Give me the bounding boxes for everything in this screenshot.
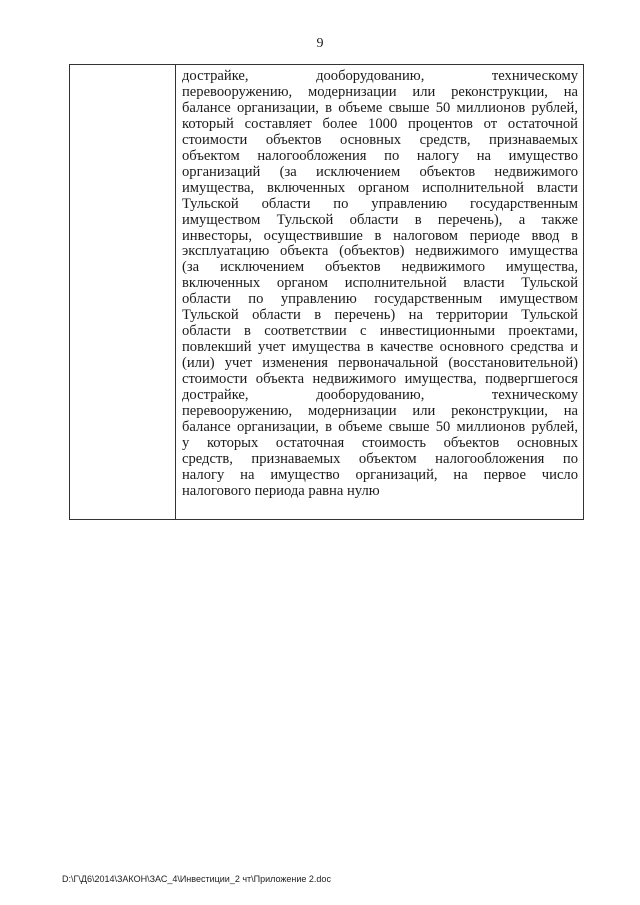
cell-line: организаций (за исключением объектов недвижимого [182, 163, 578, 180]
page-number: 9 [316, 36, 324, 51]
cell-line: стоимости объекта недвижимого имущества, подвергшегося [182, 371, 578, 388]
cell-line: повлекший учет имущества в качестве основного средства и [182, 339, 578, 356]
cell-line: включенных органом исполнительной власти Тульской [182, 275, 578, 292]
cell-line: дострайке, дооборудованию, техническому [182, 68, 578, 84]
cell-line: имущества, включенных органом исполнительной власти [182, 179, 578, 196]
document-table [69, 64, 584, 520]
cell-line: который составляет более 1000 процентов от остаточной [182, 115, 578, 132]
cell-line: балансе организации, в объеме свыше 50 миллионов рублей, [182, 418, 578, 435]
cell-line: у которых остаточная стоимость объектов основных [182, 434, 578, 451]
cell-line: дострайке, дооборудованию, техническому [182, 387, 578, 404]
cell-line: имуществом Тульской области в перечень), а также [182, 211, 578, 228]
cell-line: налогу на имущество организаций, на первое число [182, 466, 578, 483]
cell-line: перевооружению, модернизации или реконструкции, на [182, 83, 578, 100]
cell-line: (за исключением объектов недвижимого имущества, [182, 259, 578, 276]
column-divider [175, 65, 176, 519]
cell-line: объектом налогообложения по налогу на имущество [182, 147, 578, 164]
footer-file-path: D:\Г\Д6\2014\ЗАКОН\ЗАС_4\Инвестиции_2 чт\Приложение 2.doc [62, 874, 331, 884]
cell-line: Тульской области по управлению государственным [182, 195, 578, 212]
cell-line: эксплуатацию объекта (объектов) недвижимого имущества [182, 243, 578, 260]
cell-line: стоимости объектов основных средств, признаваемых [182, 131, 578, 148]
cell-line: (или) учет изменения первоначальной (восстановительной) [182, 355, 578, 372]
cell-line: средств, признаваемых объектом налогообложения по [182, 450, 578, 467]
cell-line: области по управлению государственным имуществом [182, 291, 578, 308]
cell-line: области в соответствии с инвестиционными проектами, [182, 323, 578, 340]
cell-line: Тульской области в перечень) на территории Тульской [182, 307, 578, 324]
cell-line: налогового периода равна нулю [182, 482, 380, 499]
cell-line: перевооружению, модернизации или реконструкции, на [182, 403, 578, 420]
cell-line: инвесторы, осуществившие в налоговом периоде ввод в [182, 227, 578, 244]
cell-line: балансе организации, в объеме свыше 50 миллионов рублей, [182, 99, 578, 116]
table-cell-text [182, 69, 578, 500]
